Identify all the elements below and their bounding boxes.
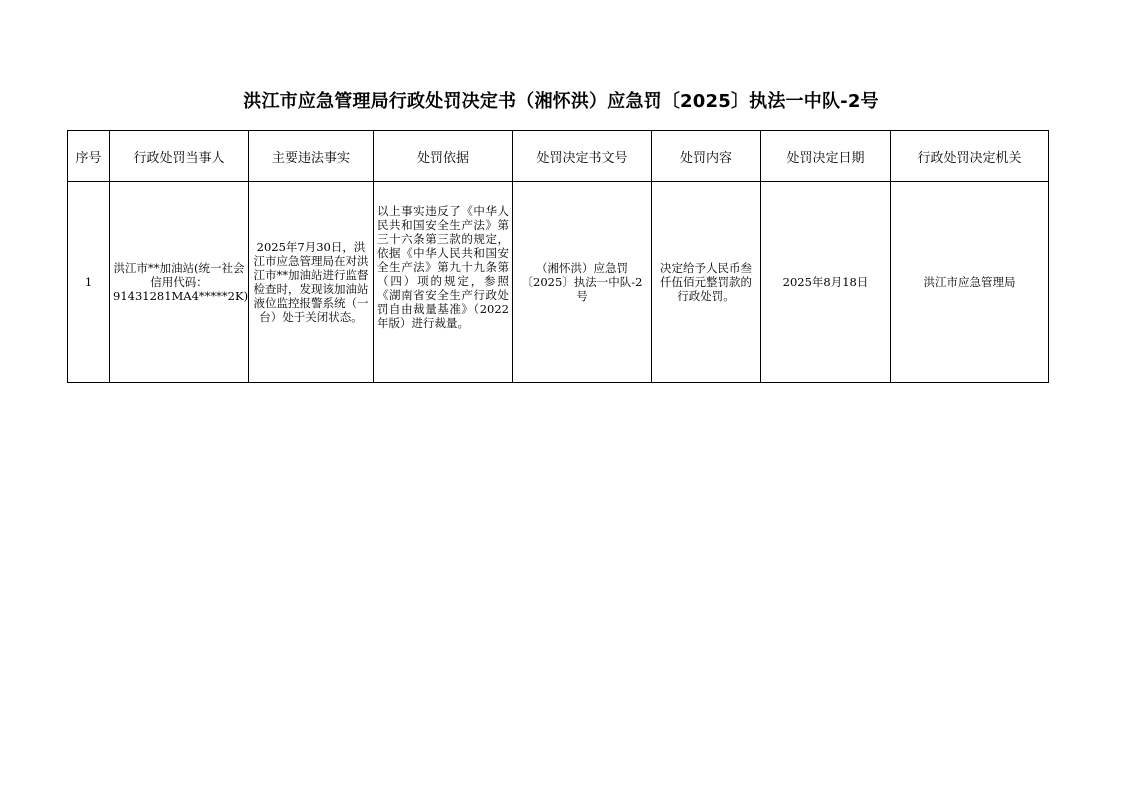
header-content: 处罚内容 — [652, 131, 761, 182]
cell-doc-no — [513, 182, 652, 383]
cell-basis-text: 以上事实违反了《中华人民共和国安全生产法》第三十六条第三款的规定，依据《中华人民共和国安全生产法》第九十九条第（四）项的规定，参照《湖南省安全生产行政处罚自由裁量基准》（2022年版）进行裁量。 — [377, 204, 509, 330]
cell-facts-text: 2025年7月30日，洪江市应急管理局在对洪江市**加油站进行监督检查时，发现该加油站液位监控报警系统（一台）处于关闭状态。 — [253, 240, 369, 324]
cell-content-text: 决定给予人民币叁仟伍佰元整罚款的行政处罚。 — [660, 261, 752, 303]
cell-basis — [374, 182, 513, 383]
header-party: 行政处罚当事人 — [110, 131, 249, 182]
header-date: 处罚决定日期 — [761, 131, 891, 182]
table-header-row — [68, 131, 1049, 182]
header-index: 序号 — [68, 131, 110, 182]
cell-index — [68, 182, 110, 383]
cell-facts — [249, 182, 374, 383]
header-doc-no: 处罚决定书文号 — [513, 131, 652, 182]
cell-content — [652, 182, 761, 383]
cell-authority — [891, 182, 1049, 383]
cell-party — [110, 182, 249, 383]
table-row — [68, 182, 1049, 383]
cell-party-text: 洪江市**加油站(统一社会信用代码：91431281MA4*****2K) — [113, 261, 249, 303]
cell-index-text: 1 — [84, 275, 93, 289]
document-title: 洪江市应急管理局行政处罚决定书（湘怀洪）应急罚〔2025〕执法一中队-2号 — [243, 91, 879, 112]
cell-doc-no-text: （湘怀洪）应急罚〔2025〕执法一中队-2号 — [521, 261, 643, 303]
penalty-table — [67, 130, 1049, 383]
header-facts: 主要违法事实 — [249, 131, 374, 182]
header-basis: 处罚依据 — [374, 131, 513, 182]
cell-date — [761, 182, 891, 383]
cell-authority-text: 洪江市应急管理局 — [923, 275, 1016, 289]
cell-date-text: 2025年8月18日 — [782, 275, 869, 289]
header-authority: 行政处罚决定机关 — [891, 131, 1049, 182]
